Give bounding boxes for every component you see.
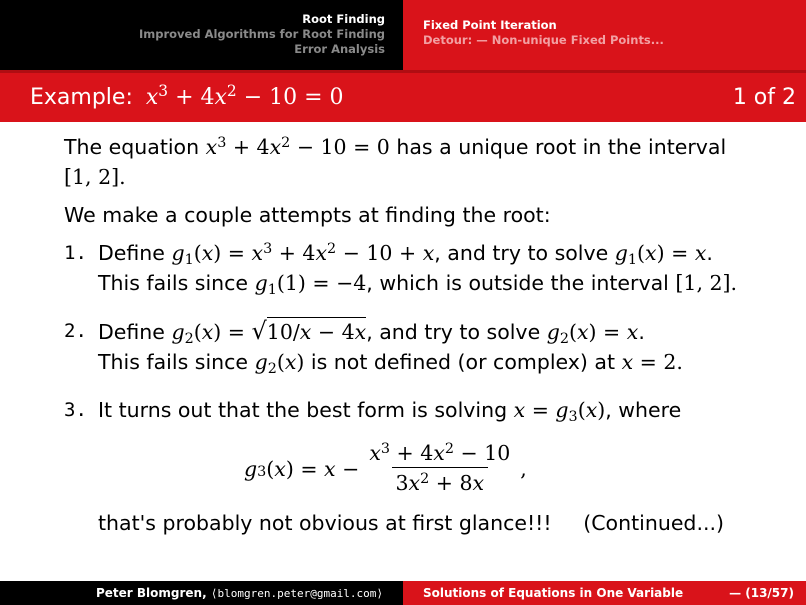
list-number: 3. xyxy=(64,399,87,421)
nav-section-error-analysis[interactable]: Error Analysis xyxy=(294,42,385,56)
intro-paragraph: The equation $x^3 + 4x^2 - 10 = 0$ has a unique root in the interval [1, 2]. xyxy=(64,134,727,189)
g3-formula: g $_3$ ( x ) = x − $\frac{x^3 + 4x^2 - 10}{3x^2 + 8x}$ , xyxy=(244,439,764,498)
footer-page-number: — (13/57) xyxy=(729,586,794,600)
closing-line xyxy=(64,508,724,538)
list-item-2: 2. Define $g_2(x) = √10/x - 4x$, and try to solve $g_2(x) = x$. This fails since $g_2(x)$ is not defined (or complex) at x = 2. xyxy=(64,317,683,377)
list-item-3: 3. It turns out that the best form is solving $x = g_3(x)$, where xyxy=(64,395,764,425)
header-section-nav xyxy=(0,0,403,70)
author-email: ⟨blomgren.peter@gmail.com⟩ xyxy=(210,587,384,600)
footer-section-title[interactable]: Solutions of Equations in One Variable xyxy=(423,586,684,600)
g3-fraction: $\frac{x^3 + 4x^2 - 10}{3x^2 + 8x}$ xyxy=(365,439,514,498)
slide-title-bar xyxy=(0,70,806,122)
list-item-1: 1. Define $g_1(x) = x^3 + 4x^2 - 10 + x$, and try to solve $g_1(x) = x$. This fails since $g_1(1) = -4$, which is outside the interval [1, 2]. xyxy=(64,238,764,298)
header xyxy=(0,0,806,70)
continued-label: (Continued...) xyxy=(583,511,724,535)
footer xyxy=(0,581,806,605)
footer-info xyxy=(403,581,806,605)
footer-author: Peter Blomgren, ⟨blomgren.peter@gmail.com⟩ xyxy=(0,581,403,605)
nav-subsection-detour[interactable]: Detour: — Non-unique Fixed Points... xyxy=(423,33,664,47)
slide-page-indicator: 1 of 2 xyxy=(732,85,796,110)
nav-section-root-finding[interactable]: Root Finding xyxy=(302,12,385,26)
nav-section-improved-algorithms[interactable]: Improved Algorithms for Root Finding xyxy=(138,27,385,41)
slide-title: Example: $x^3 + 4x^2 - 10 = 0$ xyxy=(30,82,344,110)
attempts-intro: We make a couple attempts at finding the root: xyxy=(64,203,551,227)
header-subsection-nav xyxy=(403,0,806,70)
slide-content xyxy=(64,132,764,538)
list-number: 2. xyxy=(64,320,87,342)
list-number: 1. xyxy=(64,242,87,264)
nav-subsection-fixed-point[interactable]: Fixed Point Iteration xyxy=(423,18,557,32)
closing-remark: that's probably not obvious at first glance!!! xyxy=(98,511,552,535)
